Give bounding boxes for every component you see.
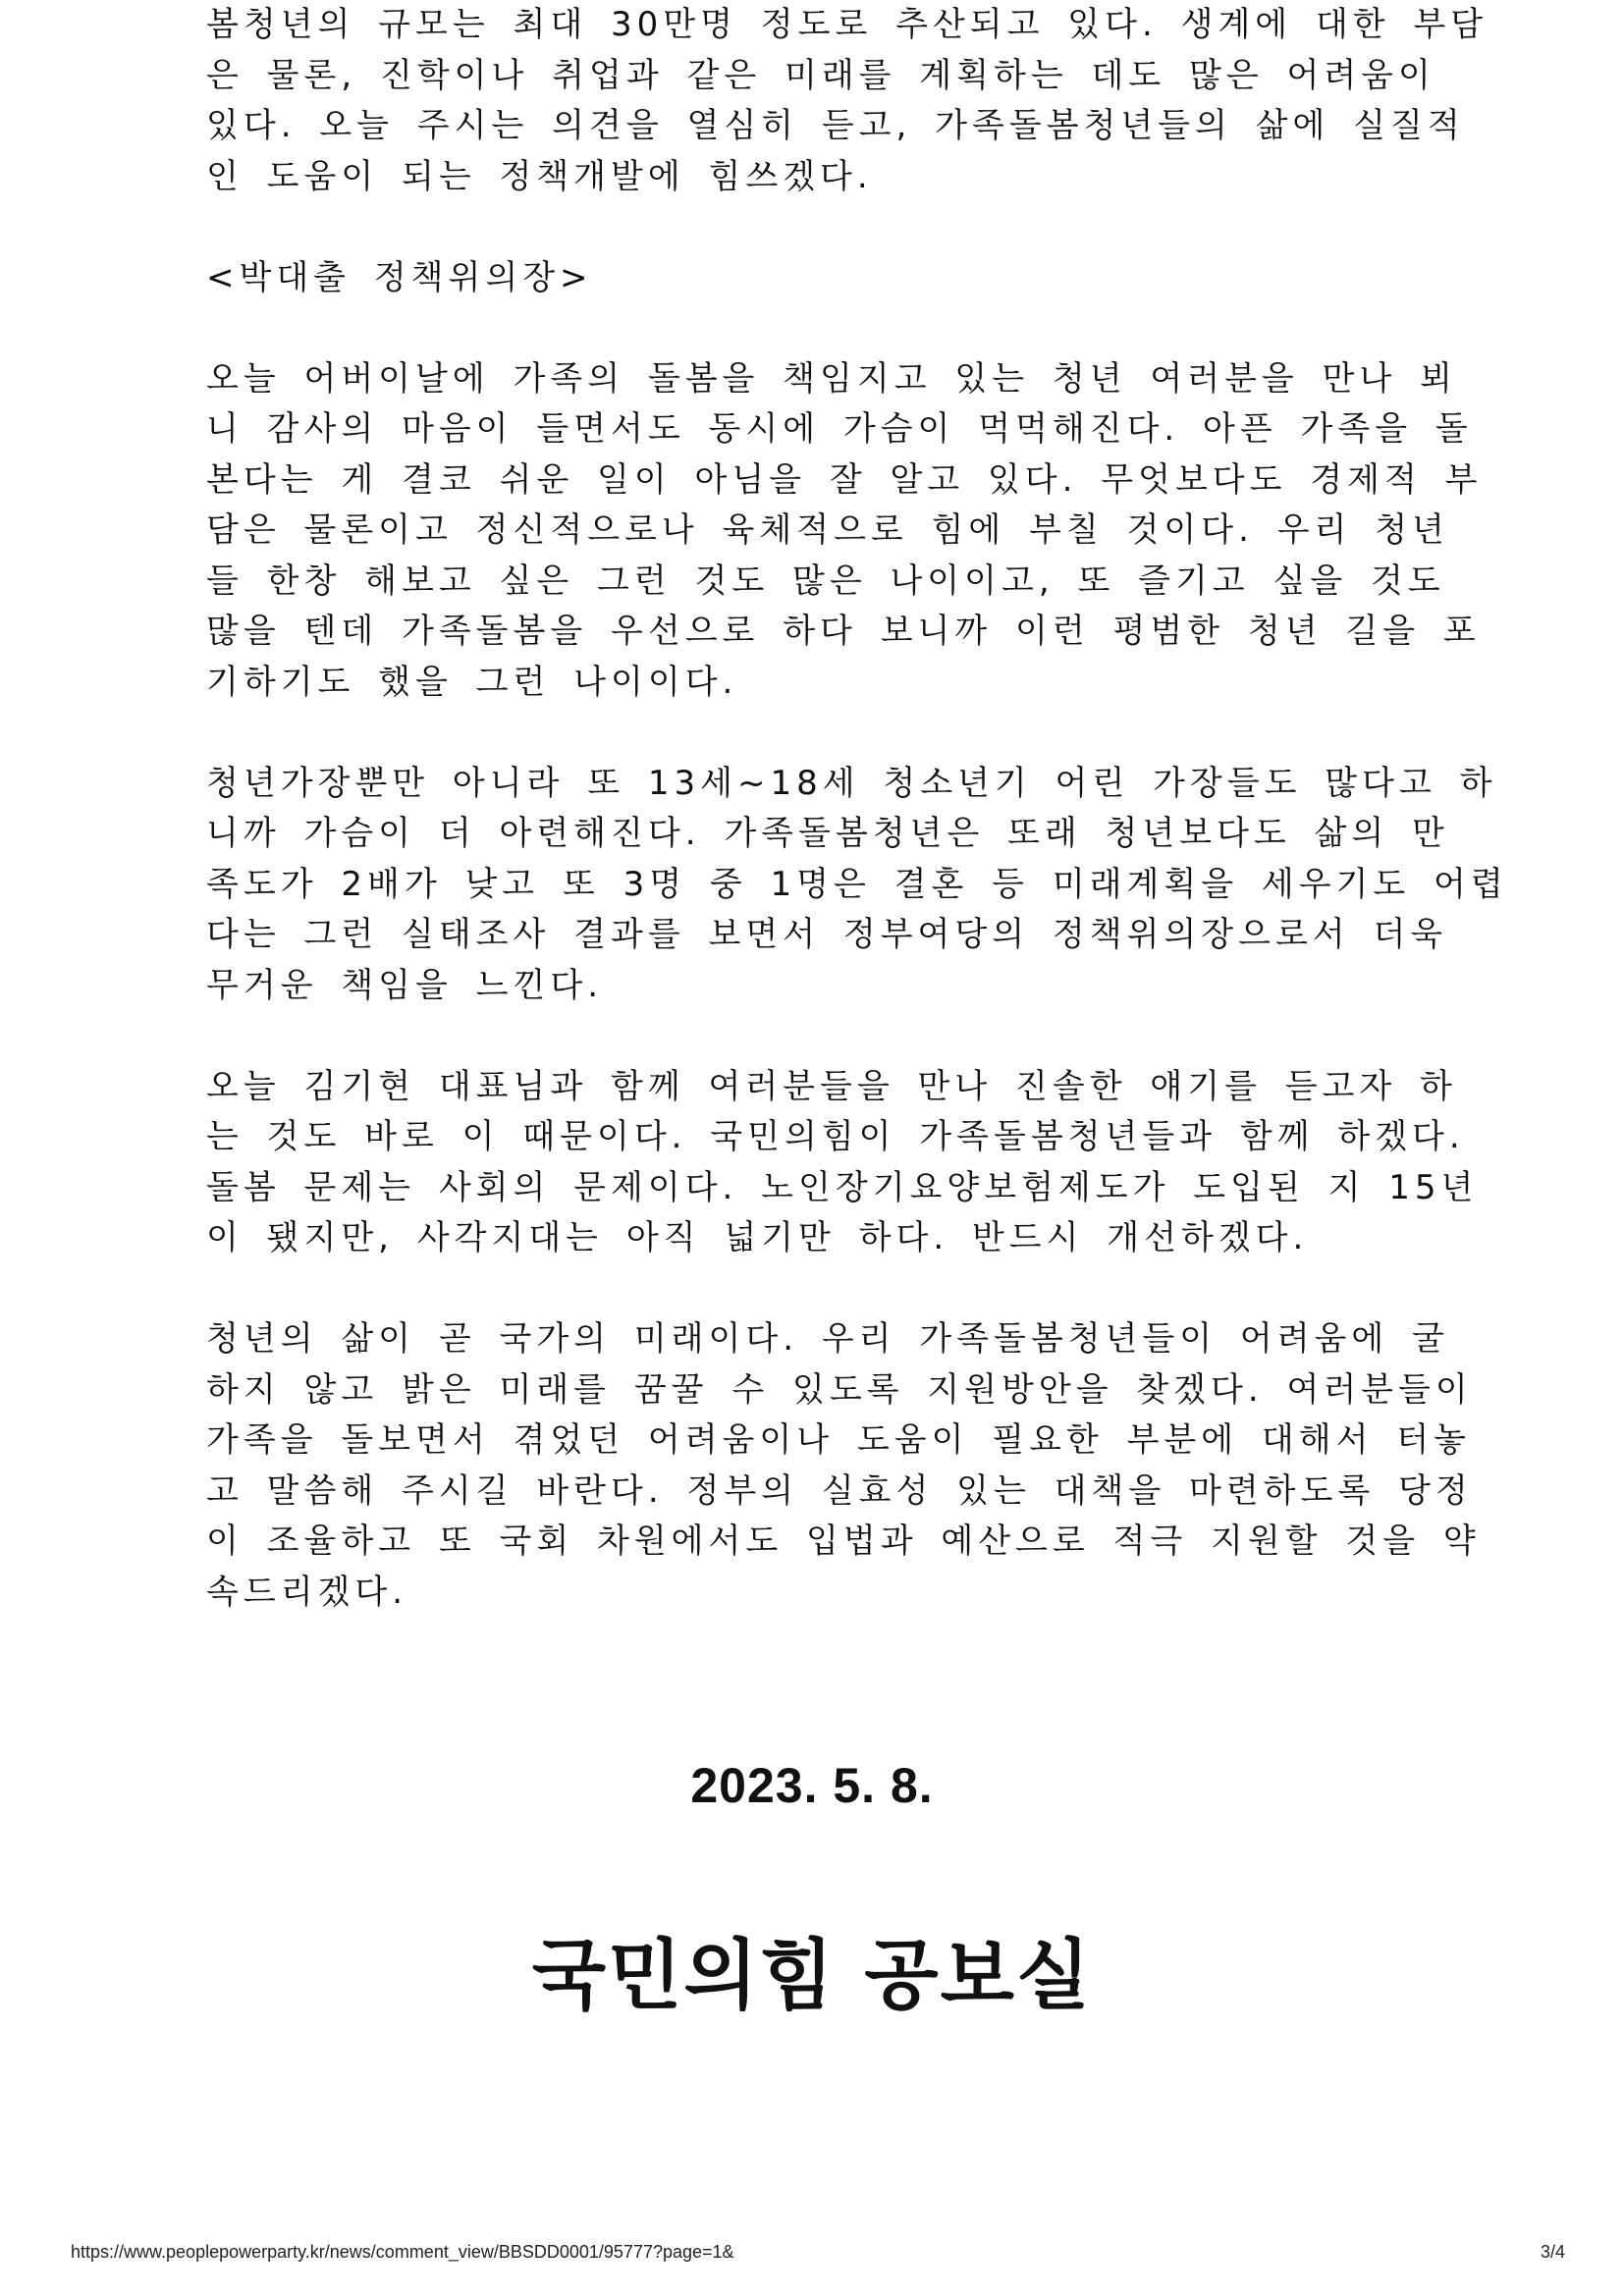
paragraph — [206, 354, 1483, 709]
text-line: 인 도움이 되는 정책개발에 힘쓰겠다. — [206, 156, 873, 196]
text-line: 니 감사의 마음이 들면서도 동시에 가슴이 먹먹해진다. 아픈 가족을 돌 — [206, 409, 1473, 449]
text-line: 다는 그런 실태조사 결과를 보면서 정부여당의 정책위의장으로서 더욱 — [206, 915, 1448, 954]
text-line: 봄청년의 규모는 최대 30만명 정도로 추산되고 있다. 생계에 대한 부담 — [206, 5, 1489, 44]
text-line: 은 물론, 진학이나 취업과 같은 미래를 계획하는 데도 많은 어려움이 — [206, 55, 1435, 95]
text-line: 본다는 게 결코 쉬운 일이 아님을 잘 알고 있다. 무엇보다도 경제적 부 — [206, 459, 1483, 500]
text-line: 는 것도 바로 이 때문이다. 국민의힘이 가족돌봄청년들과 함께 하겠다. — [206, 1117, 1465, 1156]
text-line: 무거운 책임을 느낀다. — [206, 965, 604, 1005]
text-line: 고 말씀해 주시길 바란다. 정부의 실효성 있는 대책을 마련하도록 당정 — [206, 1470, 1473, 1511]
text-line: 족도가 2배가 낮고 또 3명 중 1명은 결혼 등 미래계획을 세우기도 어렵 — [206, 864, 1508, 904]
text-line: 많을 텐데 가족돌봄을 우선으로 하다 보니까 이런 평범한 청년 길을 포 — [206, 612, 1481, 651]
text-line: 돌봄 문제는 사회의 문제이다. 노인장기요양보험제도가 도입된 지 15년 — [206, 1167, 1479, 1207]
text-line: 이 조율하고 또 국회 차원에서도 입법과 예산으로 적극 지원할 것을 약 — [206, 1522, 1481, 1561]
paragraph — [206, 0, 1489, 202]
text-line: 청년가장뿐만 아니라 또 13세~18세 청소년기 어린 가장들도 많다고 하 — [206, 763, 1497, 803]
page-number: 3/4 — [1540, 2242, 1565, 2262]
press-release-body — [206, 0, 1508, 1618]
text-line: 청년의 삶이 곧 국가의 미래이다. 우리 가족돌봄청년들이 어려움에 굴 — [206, 1319, 1449, 1359]
text-line: 있다. 오늘 주시는 의견을 열심히 듣고, 가족돌봄청년들의 삶에 실질적 — [206, 106, 1465, 145]
release-date: 2023. 5. 8. — [690, 1758, 934, 1813]
speaker-heading — [206, 253, 1424, 304]
text-line: 하지 않고 밝은 미래를 꿈꿀 수 있도록 지원방안을 찾겠다. 여러분들이 — [206, 1369, 1473, 1410]
paragraph — [206, 1062, 1479, 1264]
text-line: 오늘 어버이날에 가족의 돌봄을 책임지고 있는 청년 여러분을 만나 뵈 — [206, 358, 1457, 399]
text-line: 이 됐지만, 사각지대는 아직 넓기만 하다. 반드시 개선하겠다. — [206, 1218, 1309, 1257]
text-line: 담은 물론이고 정신적으로나 육체적으로 힘에 부칠 것이다. 우리 청년 — [206, 510, 1449, 550]
text-line: 들 한창 해보고 싶은 그런 것도 많은 나이이고, 또 즐기고 싶을 것도 — [206, 561, 1445, 601]
footer-url: https://www.peoplepowerparty.kr/news/comment_view/BBSDD0001/95777?page=1& — [71, 2242, 734, 2262]
text-line: 속드리겠다. — [206, 1572, 408, 1612]
text-line: 가족을 돌보면서 겪었던 어려움이나 도움이 필요한 부분에 대해서 터놓 — [206, 1420, 1471, 1460]
text-line: 기하기도 했을 그런 나이이다. — [206, 662, 738, 702]
text-line: 니까 가슴이 더 아련해진다. 가족돌봄청년은 또래 청년보다도 삶의 만 — [206, 814, 1449, 853]
text-line: <박대출 정책위의장> — [206, 257, 593, 297]
organization-name: 국민의힘 공보실 — [531, 1932, 1093, 2020]
paragraph — [206, 759, 1508, 1012]
paragraph — [206, 1314, 1481, 1618]
text-line: 오늘 김기현 대표님과 함께 여러분들을 만나 진솔한 얘기를 듣고자 하 — [206, 1066, 1457, 1106]
